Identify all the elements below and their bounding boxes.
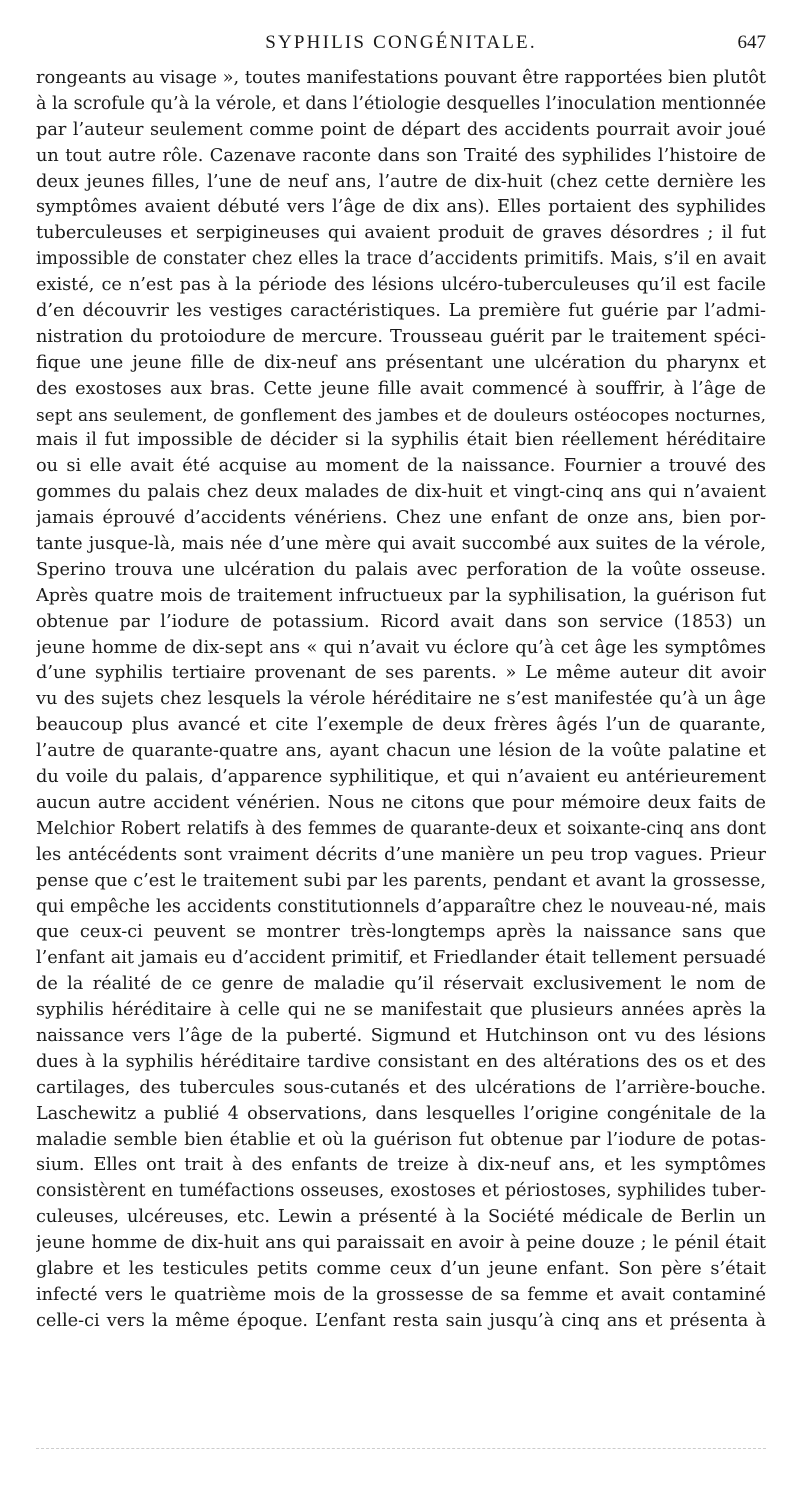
text-line: l’enfant ait jamais eu d’accident primitif, et Friedlander était tellement persuadé [36, 948, 766, 969]
text-line: que ceux-ci peuvent se montrer très-longtemps après la naissance sans que [36, 922, 766, 943]
text-line: existé, ce n’est pas à la période des lésions ulcéro-tuberculeuses qu’il est facile [36, 275, 766, 296]
text-line: Après quatre mois de traitement infructueux par la syphilisation, la guérison fut [36, 585, 766, 606]
text-line: nistration du protoiodure de mercure. Trousseau guérit par le traitement spéci- [36, 326, 766, 347]
text-line: celle-ci vers la même époque. L’enfant resta sain jusqu’à cinq ans et présenta à [36, 1310, 766, 1331]
text-line: les antécédents sont vraiment décrits d’une manière un peu trop vagues. Prieur [36, 844, 766, 865]
text-line: rongeants au visage », toutes manifestations pouvant être rapportées bien plutôt [36, 68, 766, 88]
text-line: consistèrent en tuméfactions osseuses, exostoses et périostoses, syphilides tuber- [36, 1181, 766, 1202]
text-line: du voile du palais, d’apparence syphilitique, et qui n’avaient eu antérieurement [36, 767, 766, 788]
text-line: culeuses, ulcéreuses, etc. Lewin a présenté à la Société médicale de Berlin un [36, 1207, 766, 1228]
text-line: ou si elle avait été acquise au moment de la naissance. Fournier a trouvé des [36, 456, 766, 477]
text-line: Laschewitz a publié 4 observations, dans lesquelles l’origine congénitale de la [36, 1103, 766, 1124]
text-line: mais il fut impossible de décider si la syphilis était bien réellement héréditaire [36, 430, 766, 451]
text-line: obtenue par l’iodure de potassium. Ricord avait dans son service (1853) un [36, 611, 766, 632]
text-line: qui empêche les accidents constitutionnels d’apparaître chez le nouveau-né, mais [36, 896, 766, 917]
text-line: de la réalité de ce genre de maladie qu’il réservait exclusivement le nom de [36, 974, 766, 995]
text-line: maladie semble bien établie et où la guérison fut obtenue par l’iodure de potas- [36, 1129, 766, 1150]
text-line: Melchior Robert relatifs à des femmes de quarante-deux et soixante-cinq ans dont [36, 818, 766, 839]
text-line: syphilis héréditaire à celle qui ne se manifestait que plusieurs années après la [36, 1000, 766, 1021]
text-line: cartilages, des tubercules sous-cutanés et des ulcérations de l’arrière-bouche. [36, 1077, 766, 1098]
text-line: jamais éprouvé d’accidents vénériens. Chez une enfant de onze ans, bien por- [36, 508, 766, 529]
text-line: beaucoup plus avancé et cite l’exemple de deux frères âgés l’un de quarante, [36, 715, 766, 736]
running-head [36, 32, 766, 58]
text-line: impossible de constater chez elles la trace d’accidents primitifs. Mais, s’il en avait [36, 249, 766, 270]
text-line: aucun autre accident vénérien. Nous ne citons que pour mémoire deux faits de [36, 792, 766, 813]
page-number: 647 [737, 32, 766, 53]
text-line: un tout autre rôle. Cazenave raconte dans son Traité des syphilides l’histoire de [36, 145, 766, 166]
text-line: par l’auteur seulement comme point de départ des accidents pourrait avoir joué [36, 119, 766, 140]
text-line: naissance vers l’âge de la puberté. Sigmund et Hutchinson ont vu des lésions [36, 1025, 766, 1046]
text-line: d’une syphilis tertiaire provenant de ses parents. » Le même auteur dit avoir [36, 663, 766, 684]
text-line: des exostoses aux bras. Cette jeune fille avait commencé à souffrir, à l’âge de [36, 378, 766, 399]
text-line: jeune homme de dix-huit ans qui paraissait en avoir à peine douze ; le pénil était [36, 1233, 766, 1254]
text-line: sium. Elles ont trait à des enfants de treize à dix-neuf ans, et les symptômes [36, 1155, 766, 1176]
text-line: symptômes avaient débuté vers l’âge de dix ans). Elles portaient des syphilides [36, 197, 766, 218]
text-line: d’en découvrir les vestiges caractéristiques. La première fut guérie par l’admi- [36, 301, 766, 322]
text-line: dues à la syphilis héréditaire tardive consistant en des altérations des os et des [36, 1051, 766, 1072]
text-line: glabre et les testicules petits comme ceux d’un jeune enfant. Son père s’était [36, 1258, 766, 1279]
text-line: fique une jeune fille de dix-neuf ans présentant une ulcération du pharynx et [36, 352, 766, 373]
text-line: tante jusque-là, mais née d’une mère qui avait succombé aux suites de la vérole, [36, 534, 766, 555]
text-line: vu des sujets chez lesquels la vérole héréditaire ne s’est manifestée qu’à un âge [36, 689, 766, 710]
text-line: sept ans seulement, de gonflement des jambes et de douleurs ostéocopes nocturnes, [36, 404, 766, 425]
body-text [36, 66, 766, 1335]
text-line: tuberculeuses et serpigineuses qui avaient produit de graves désordres ; il fut [36, 223, 766, 244]
text-line: infecté vers le quatrième mois de la grossesse de sa femme et avait contaminé [36, 1284, 766, 1305]
running-title: SYPHILIS CONGÉNITALE. [265, 32, 537, 53]
text-line: l’autre de quarante-quatre ans, ayant chacun une lésion de la voûte palatine et [36, 741, 766, 762]
text-line: à la scrofule qu’à la vérole, et dans l’étiologie desquelles l’inoculation mentionnée [36, 93, 766, 114]
text-line: Sperino trouva une ulcération du palais avec perforation de la voûte osseuse. [36, 559, 766, 580]
text-line: deux jeunes filles, l’une de neuf ans, l’autre de dix-huit (chez cette dernière les [36, 171, 766, 192]
text-line: jeune homme de dix-sept ans « qui n’avait vu éclore qu’à cet âge les symptômes [36, 637, 766, 658]
footer-rule [36, 1448, 766, 1449]
text-line: pense que c’est le traitement subi par les parents, pendant et avant la grossesse, [36, 870, 766, 891]
text-line: gommes du palais chez deux malades de dix-huit et vingt-cinq ans qui n’avaient [36, 482, 766, 503]
